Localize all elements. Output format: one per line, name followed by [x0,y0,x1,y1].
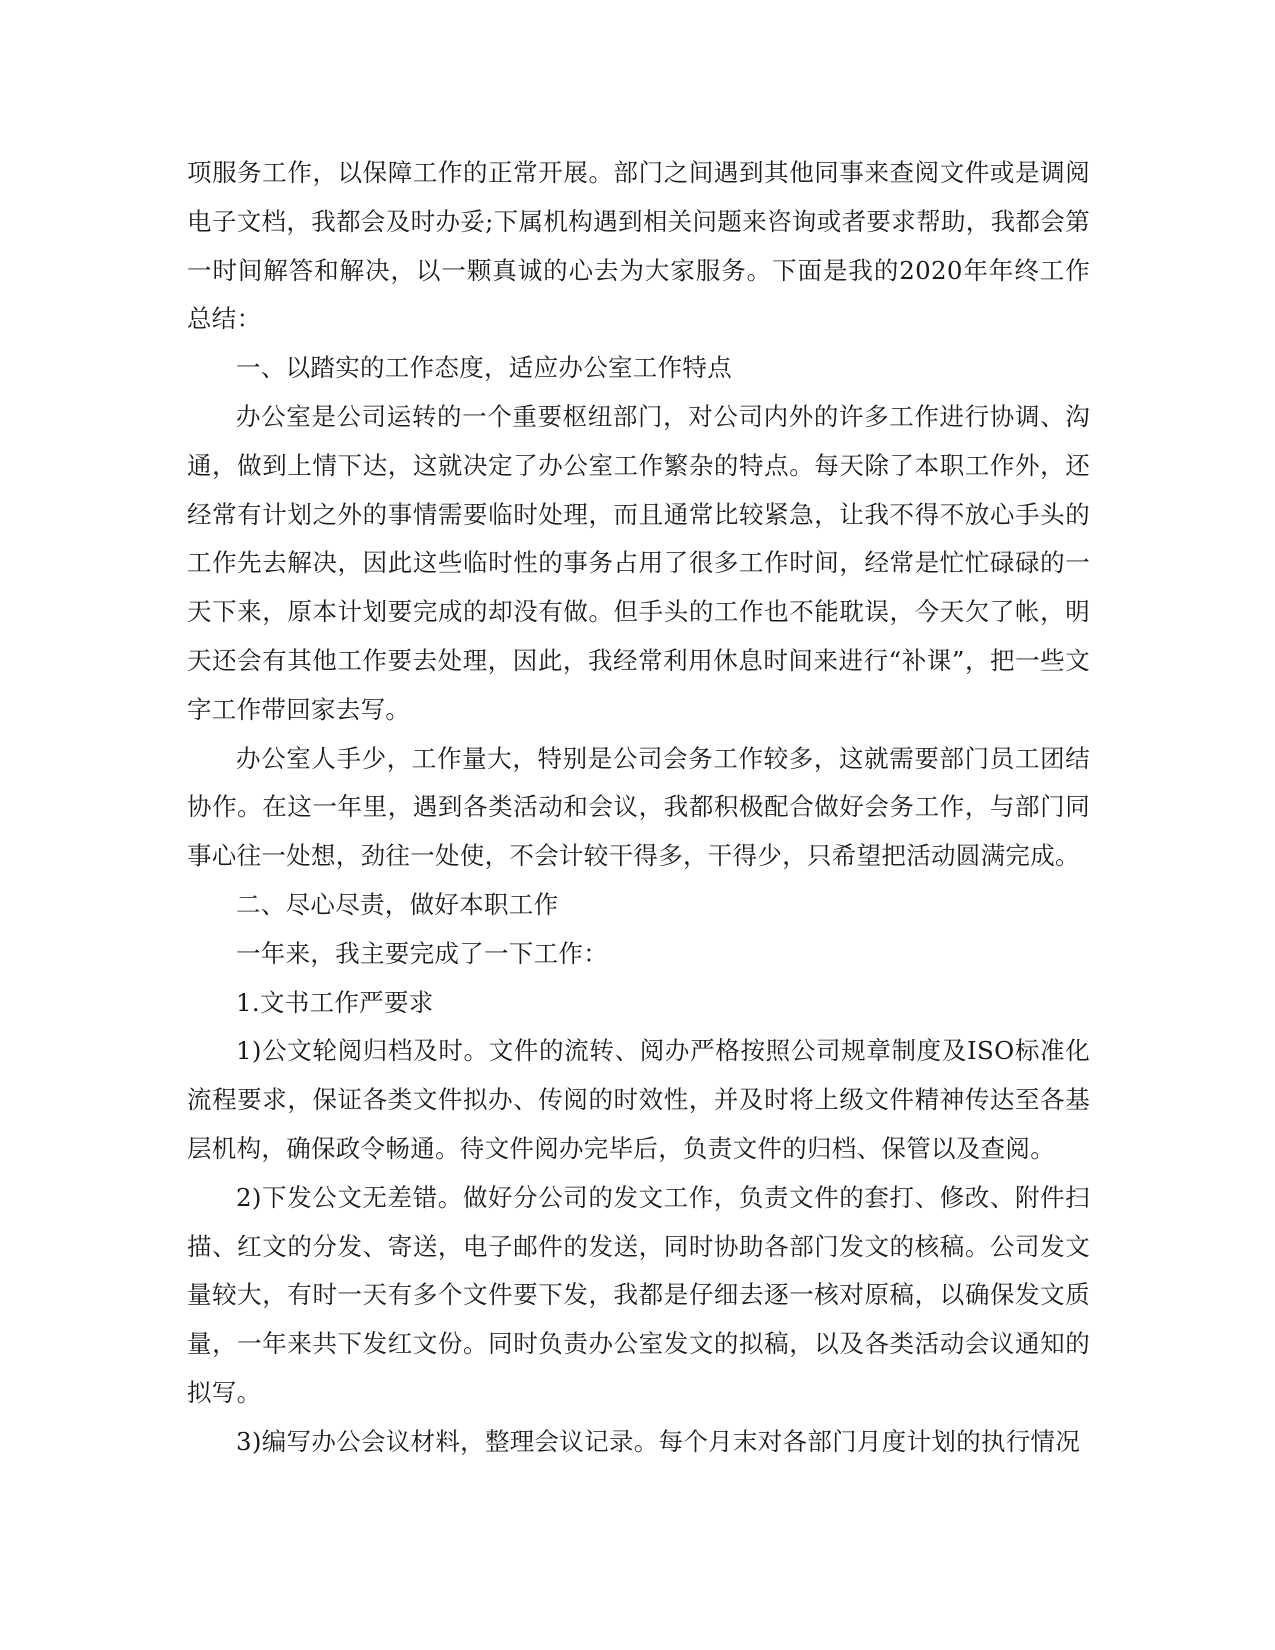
list-item-1: 1)公文轮阅归档及时。文件的流转、阅办严格按照公司规章制度及ISO标准化流程要求，保证各类文件拟办、传阅的时效性，并及时将上级文件精神传达至各基层机构，确保政令畅通。待文件阅办完毕后，负责文件的归档、保管以及查阅。 [187,1036,1090,1163]
paragraph-4: 一年来，我主要完成了一下工作： [236,938,608,968]
paragraph-1: 项服务工作，以保障工作的正常开展。部门之间遇到其他同事来查阅文件或是调阅电子文档，我都会及时办妥;下属机构遇到相关问题来咨询或者要求帮助，我都会第一时间解答和解决，以一颗真诚的心去为大家服务。下面是我的2020年年终工作总结： [187,158,1090,334]
list-item-2: 2)下发公文无差错。做好分公司的发文工作，负责文件的套打、修改、附件扫描、红文的分发、寄送，电子邮件的发送，同时协助各部门发文的核稿。公司发文量较大，有时一天有多个文件要下发，我都是仔细去逐一核对原稿，以确保发文质量，一年来共下发红文份。同时负责办公室发文的拟稿，以及各类活动会议通知的拟写。 [187,1182,1090,1407]
list-item-3: 3)编写办公会议材料，整理会议记录。每个月末对各部门月度计划的执行情况 [236,1426,1081,1456]
subsection-heading-1: 1.文书工作严要求 [236,987,434,1017]
paragraph-2: 办公室是公司运转的一个重要枢纽部门，对公司内外的许多工作进行协调、沟通，做到上情下达，这就决定了办公室工作繁杂的特点。每天除了本职工作外，还经常有计划之外的事情需要临时处理，而且通常比较紧急，让我不得不放心手头的工作先去解决，因此这些临时性的事务占用了很多工作时间，经常是忙忙碌碌的一天下来，原本计划要完成的却没有做。但手头的工作也不能耽误，今天欠了帐，明天还会有其他工作要去处理，因此，我经常利用休息时间来进行“补课”，把一些文字工作带回家去写。 [187,401,1090,724]
section-heading-1: 一、以踏实的工作态度，适应办公室工作特点 [236,353,732,383]
document-body [187,149,1090,1467]
paragraph-3: 办公室人手少，工作量大，特别是公司会务工作较多，这就需要部门员工团结协作。在这一年里，遇到各类活动和会议，我都积极配合做好会务工作，与部门同事心往一处想，劲往一处使，不会计较干得多，干得少，只希望把活动圆满完成。 [187,743,1090,871]
section-heading-2: 二、尽心尽责，做好本职工作 [236,889,559,919]
